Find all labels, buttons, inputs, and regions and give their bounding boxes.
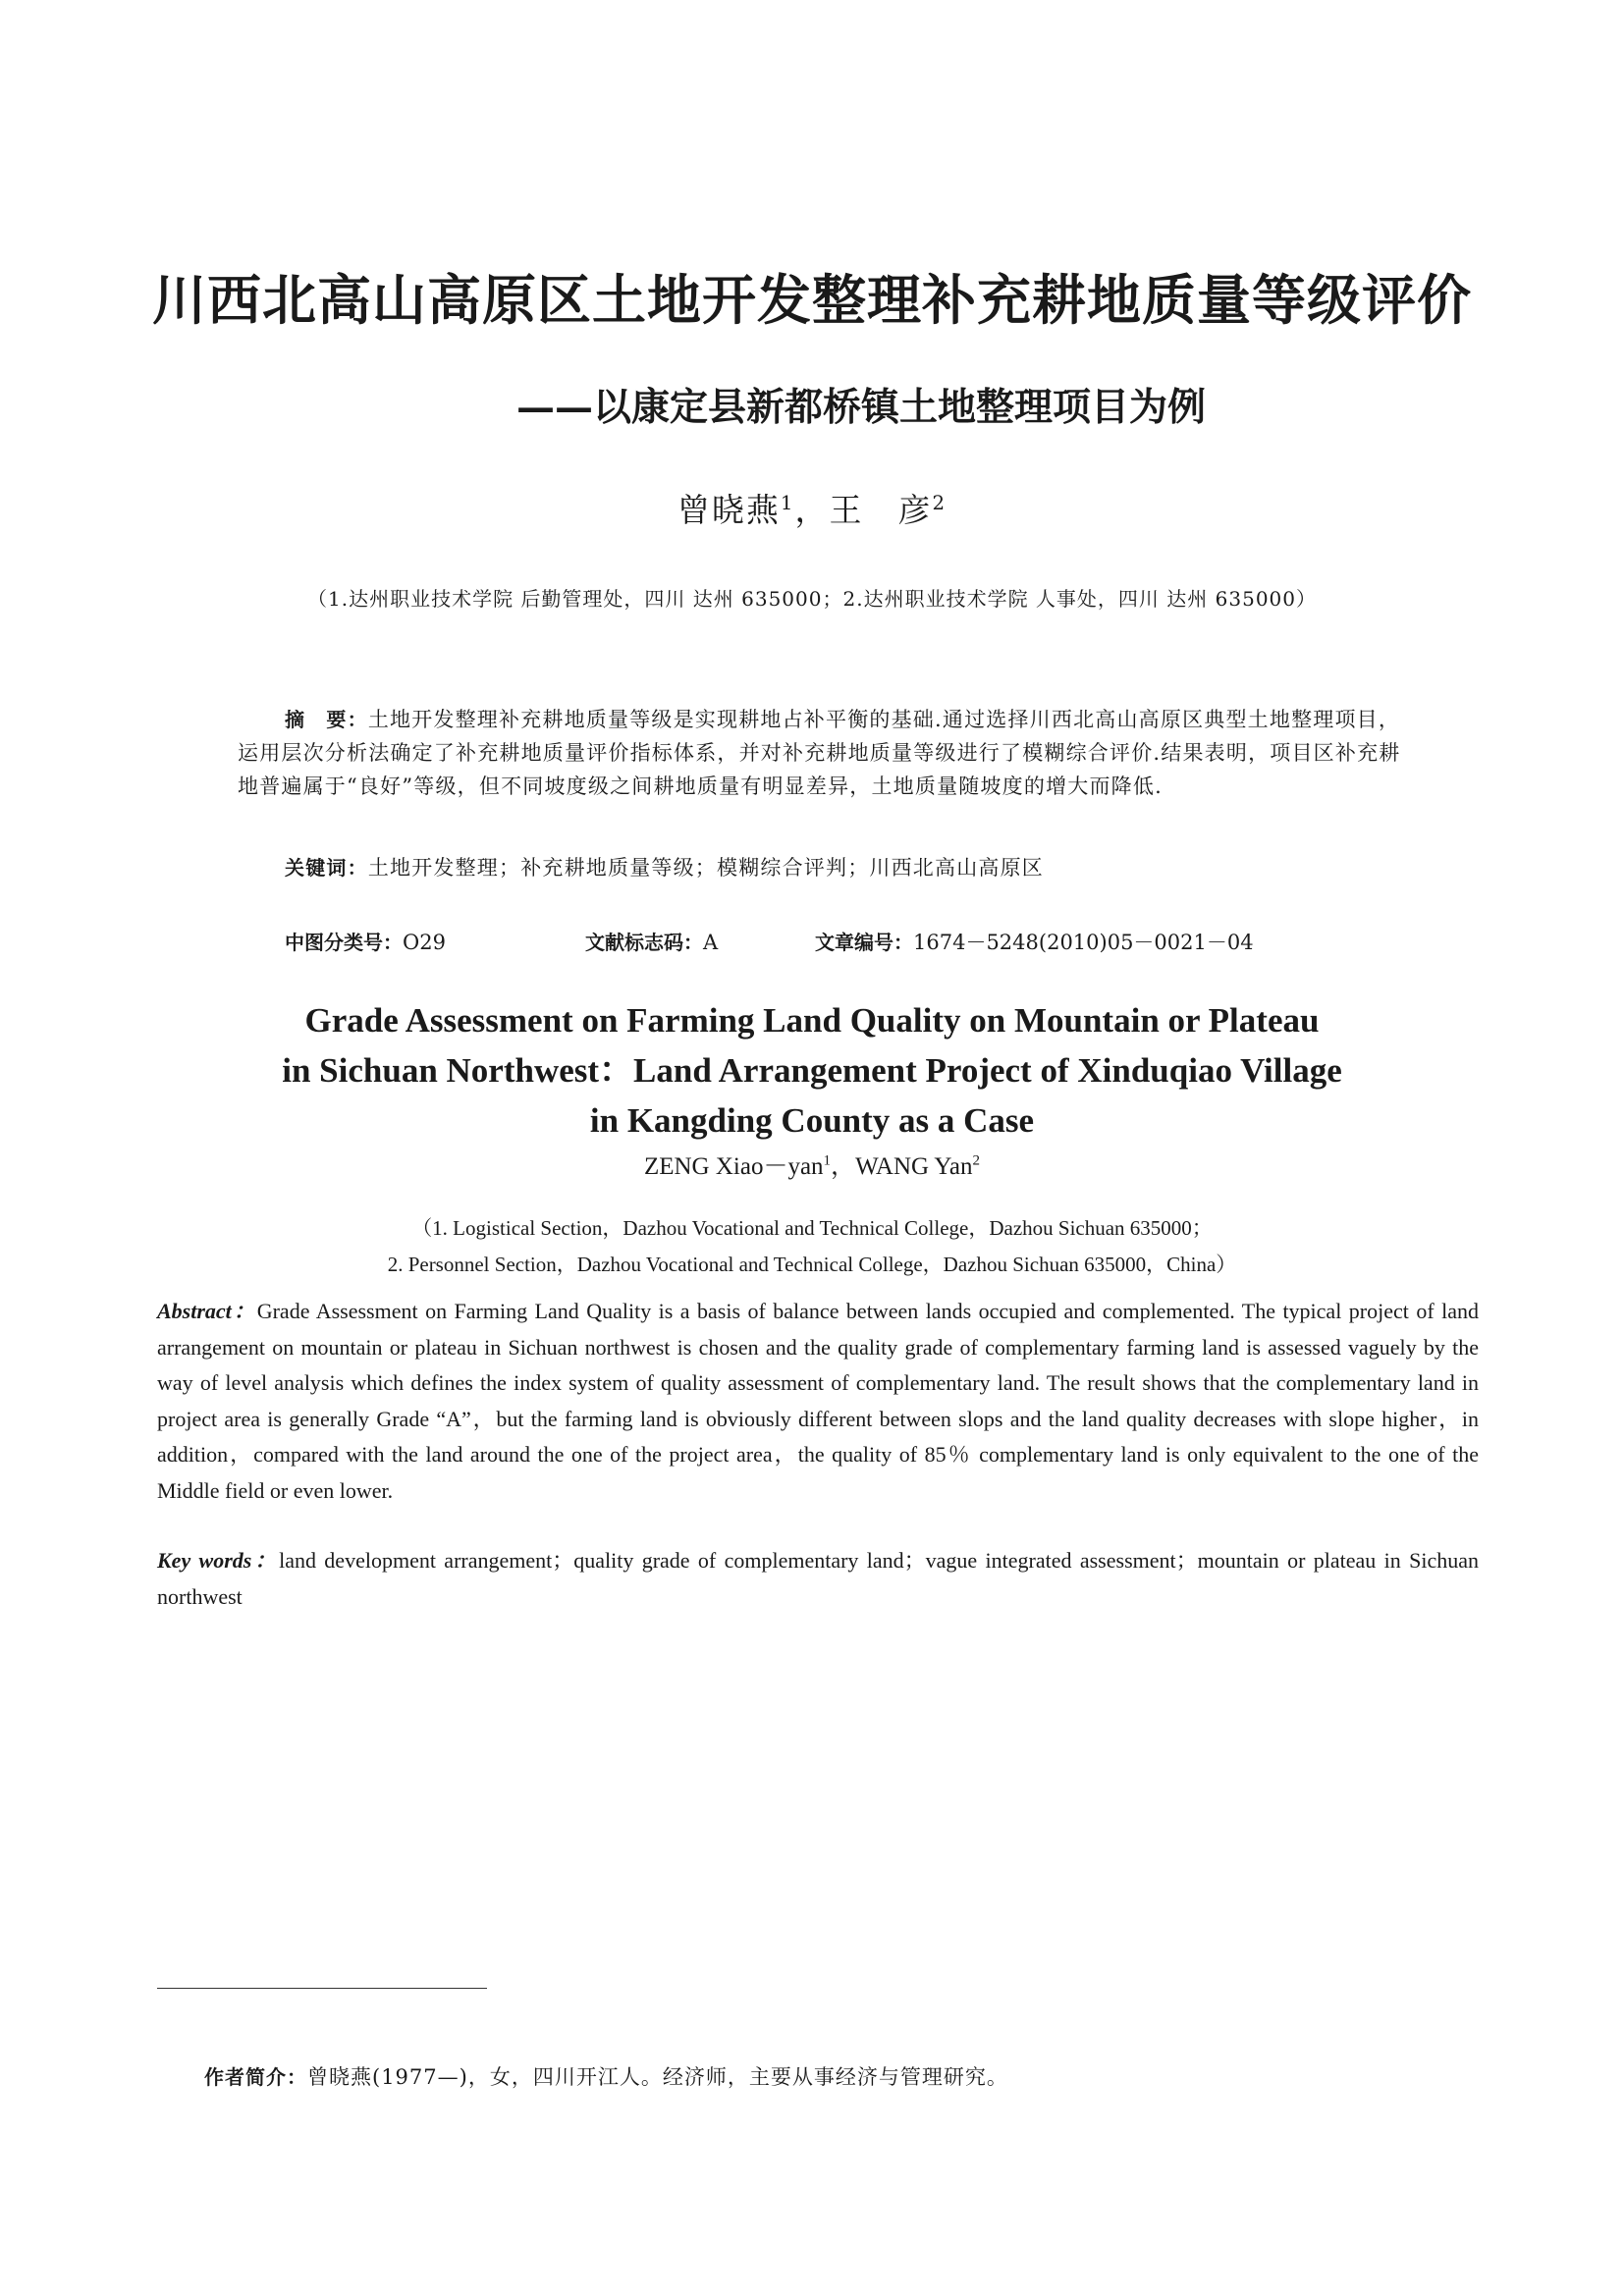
english-abstract-text: Grade Assessment on Farming Land Quality is a basis of balance between lands occupied and complemented. The typical project of land arrangement on mountain or plateau in Sichuan northwest is chosen and the quality grade of complementary farming land is assessed vaguely by the way of level analysis which defines the index system of quality assessment of complementary land. The result shows that the complementary land in project area is generally Grade “A”，but the farming land is obviously different between slops and the land quality decreases with slope higher，in addition，compared with the land around the one of the project area，the quality of 85％ complementary land is only equivalent to the one of the Middle field or even lower. [157,1299,1479,1503]
english-affiliation-line-2: 2. Personnel Section，Dazhou Vocational and Technical College，Dazhou Sichuan 635000，China） [387,1253,1237,1276]
english-keywords-text: land development arrangement；quality grade of complementary land；vague integrated assessment；mountain or plateau in Sichuan northwest [157,1548,1479,1609]
document-code-value: A [703,931,719,954]
chinese-affiliation: （1.达州职业技术学院 后勤管理处，四川 达州 635000；2.达州职业技术学院 人事处，四川 达州 635000） [306,587,1317,611]
english-title-line-1: Grade Assessment on Farming Land Quality on Mountain or Plateau [304,1001,1320,1040]
clc-number [285,927,446,955]
document-code [585,927,718,955]
english-keywords [157,1543,1479,1615]
english-authors [0,1147,1624,1182]
english-abstract-label: Abstract： [157,1299,257,1323]
author-2-name: 王 彦 [829,491,933,529]
article-number-value: 1674－5248(2010)05－0021－04 [913,931,1254,954]
article-number-label: 文章编号： [815,931,913,954]
document-code-label: 文献标志码： [585,931,703,954]
author-separator: ， [794,491,830,529]
chinese-keywords [285,852,1404,881]
author-bio-label: 作者简介： [204,2065,307,2089]
chinese-keywords-label: 关键词： [285,856,368,880]
english-author-1-affil-mark: 1 [823,1152,832,1169]
footnote-divider [157,1988,487,1989]
english-author-1-name: ZENG Xiao－yan [643,1153,824,1180]
author-1-affil-mark: 1 [780,492,795,514]
english-author-separator: ， [831,1153,856,1180]
author-bio-text: 曾晓燕(1977—)，女，四川开江人。经济师，主要从事经济与管理研究。 [307,2065,1008,2089]
chinese-abstract-text: 土地开发整理补充耕地质量等级是实现耕地占补平衡的基础.通过选择川西北高山高原区典型土地整理项目，运用层次分析法确定了补充耕地质量评价指标体系，并对补充耕地质量等级进行了模糊综合评价.结果表明，项目区补充耕地普遍属于“良好”等级，但不同坡度级之间耕地质量有明显差异，土地质量随坡度的增大而降低. [238,708,1401,798]
english-title-line-2: in Sichuan Northwest：Land Arrangement Project of Xinduqiao Village [282,1051,1342,1090]
english-title-line-3: in Kangding County as a Case [589,1101,1035,1140]
chinese-subtitle: ——以康定县新都桥镇土地整理项目为例 [515,385,1206,430]
author-1-name: 曾晓燕 [677,491,781,529]
chinese-authors [0,485,1624,531]
english-author-2-name: WANG Yan [855,1153,973,1180]
author-2-affil-mark: 2 [932,492,947,514]
chinese-abstract-label: 摘 要： [285,708,368,731]
english-abstract [157,1294,1479,1509]
english-title [0,995,1624,1146]
english-affiliation-line-1: （1. Logistical Section，Dazhou Vocational and Technical College，Dazhou Sichuan 635000； [411,1216,1213,1240]
author-bio-footnote [204,2061,1481,2091]
english-author-2-affil-mark: 2 [972,1152,981,1169]
chinese-title: 川西北高山高原区土地开发整理补充耕地质量等级评价 [151,268,1472,332]
article-number [815,927,1254,956]
english-keywords-label: Key words： [157,1548,280,1573]
chinese-abstract [238,703,1402,803]
clc-value: O29 [403,931,446,954]
clc-label: 中图分类号： [285,931,403,954]
chinese-keywords-text: 土地开发整理；补充耕地质量等级；模糊综合评判；川西北高山高原区 [367,856,1045,880]
